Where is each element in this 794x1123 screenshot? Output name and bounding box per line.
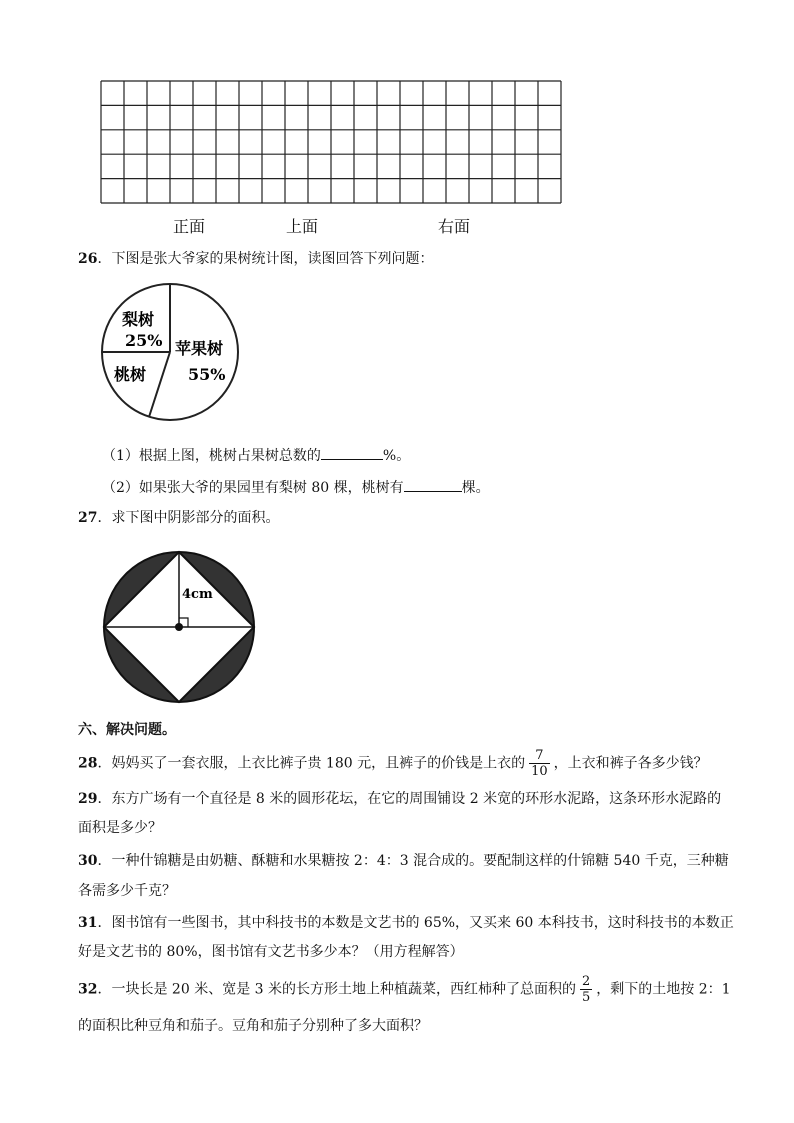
question-27 [78, 508, 279, 528]
center-point [175, 623, 183, 631]
fraction-7-10 [529, 748, 550, 779]
answer-blank-2[interactable] [404, 477, 462, 492]
question-26-sub2 [102, 477, 490, 498]
question-32-line1 [78, 974, 731, 1005]
question-text: ．妈妈买了一套衣服，上衣比裤子贵 180 元，且裤子的价钱是上衣的 [97, 755, 526, 772]
question-text: ．一种什锦糖是由奶糖、酥糖和水果糖按 2：4：3 混合成的。要配制这样的什锦糖 540 千克，三种糖 [97, 853, 729, 869]
fruit-tree-pie-chart [100, 282, 242, 424]
sub1-text: （1）根据上图，桃树占果树总数的 [102, 448, 321, 464]
right-view-label: 右面 [438, 217, 471, 236]
question-number: 31 [78, 915, 98, 931]
apple-value: 55% [188, 365, 226, 384]
question-number: 26 [78, 251, 98, 267]
answer-blank-1[interactable] [321, 445, 383, 460]
fraction-numerator: 7 [529, 748, 550, 764]
question-number: 30 [78, 853, 98, 869]
question-31-line2: 好是文艺书的 80%，图书馆有文艺书多少本？（用方程解答） [78, 944, 464, 960]
question-30-line2: 各需多少千克？ [78, 883, 176, 899]
question-text: ．东方广场有一个直径是 8 米的圆形花坛，在它的周围铺设 2 米宽的环形水泥路，这条环形水泥路的 [97, 791, 722, 807]
question-29-line2: 面积是多少？ [78, 820, 162, 836]
peach-label: 桃树 [114, 365, 147, 384]
section-6-title [78, 720, 176, 740]
question-number: 29 [78, 791, 98, 807]
question-30-line1 [78, 851, 729, 871]
question-26 [78, 249, 433, 269]
question-31-line1 [78, 913, 734, 933]
front-view-label: 正面 [173, 217, 206, 236]
question-text: ．一块长是 20 米、宽是 3 米的长方形土地上种植蔬菜，西红柿种了总面积的 [97, 981, 577, 998]
top-view-label: 上面 [286, 217, 319, 236]
sub1-suffix: %。 [382, 448, 411, 464]
question-number: 27 [78, 510, 98, 526]
question-text: ．下图是张大爷家的果树统计图，读图回答下列问题： [97, 251, 434, 267]
section-title: 六、解决问题。 [78, 722, 176, 738]
shaded-area-figure [102, 550, 258, 706]
pear-value: 25% [125, 331, 163, 350]
question-26-sub1 [102, 445, 410, 466]
question-text-end: ，剩下的土地按 2：1 [596, 981, 731, 998]
question-32-line2: 的面积比种豆角和茄子。豆角和茄子分别种了多大面积？ [78, 1018, 428, 1034]
fraction-denominator: 5 [582, 990, 591, 1005]
pear-label: 梨树 [122, 310, 155, 329]
sub2-suffix: 棵。 [461, 480, 490, 496]
question-number: 28 [78, 755, 98, 772]
apple-label: 苹果树 [175, 339, 224, 358]
sub2-text: （2）如果张大爷的果园里有梨树 80 棵，桃树有 [102, 480, 404, 496]
view-grid [100, 80, 562, 204]
fraction-2-5 [580, 974, 592, 1005]
fraction-denominator: 10 [531, 764, 548, 779]
question-text-end: ，上衣和裤子各多少钱？ [553, 755, 708, 772]
question-28 [78, 748, 708, 779]
radius-label: 4cm [182, 587, 213, 602]
question-text: ．图书馆有一些图书，其中科技书的本数是文艺书的 65%，又买来 60 本科技书，这时科技书的本数正 [97, 915, 734, 931]
question-29-line1 [78, 789, 721, 809]
question-number: 32 [78, 981, 98, 998]
fraction-numerator: 2 [582, 974, 591, 989]
question-text: ．求下图中阴影部分的面积。 [97, 510, 280, 526]
